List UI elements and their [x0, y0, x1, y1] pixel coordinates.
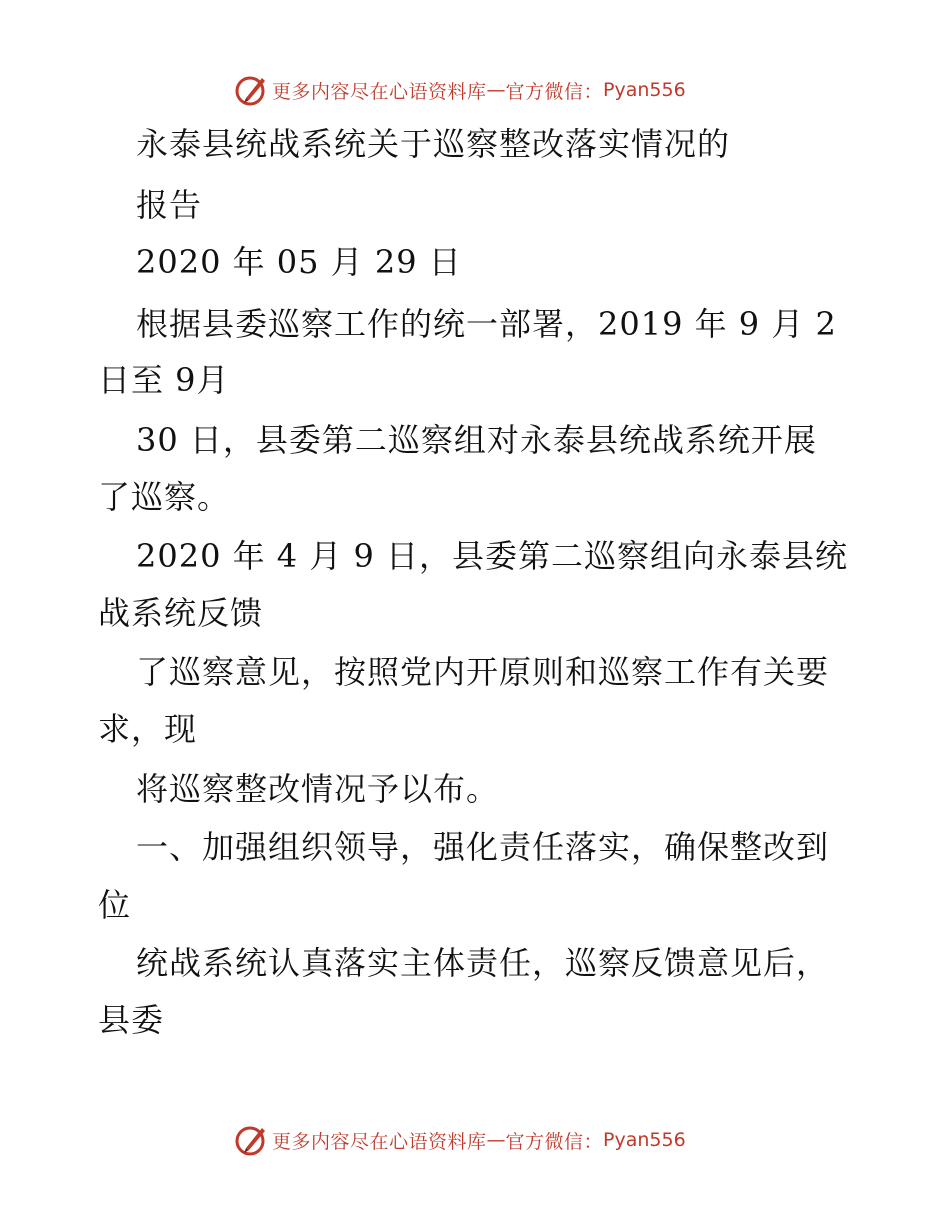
watermark-dash: —: [486, 79, 506, 101]
paragraph-line: 日至 9月: [98, 361, 230, 399]
paragraph-line: 根据县委巡察工作的统一部署，2019 年 9 月 2: [136, 305, 837, 343]
footer-watermark: [232, 1120, 686, 1160]
paragraph-line: 求，现: [98, 710, 198, 748]
watermark-label: 官方微信：: [505, 1130, 604, 1153]
quill-pen-icon: [232, 72, 268, 108]
document-title-line-1: 永泰县统战系统关于巡察整改落实情况的: [136, 125, 731, 163]
paragraph-line: 统战系统认真落实主体责任，巡察反馈意见后，: [136, 944, 830, 982]
watermark-text: 更多内容尽在心语资料库: [272, 80, 487, 103]
watermark-handle: Pyan556: [603, 79, 686, 101]
section-heading-line-2: 位: [98, 886, 132, 924]
section-heading-line-1: 一、加强组织领导，强化责任落实，确保整改到: [136, 828, 830, 866]
header-watermark: [232, 70, 686, 110]
paragraph-line: 了巡察意见，按照党内开原则和巡察工作有关要: [136, 653, 830, 691]
quill-pen-icon: [232, 1122, 268, 1158]
paragraph-line: 了巡察。: [98, 478, 231, 516]
paragraph-line: 县委: [98, 1001, 165, 1039]
document-title-line-2: 报告: [136, 186, 203, 224]
watermark-label: 官方微信：: [505, 80, 604, 103]
watermark-text: 更多内容尽在心语资料库: [272, 1130, 487, 1153]
watermark-dash: —: [486, 1129, 506, 1151]
paragraph-line: 2020 年 4 月 9 日，县委第二巡察组向永泰县统: [136, 537, 849, 575]
paragraph-line: 将巡察整改情况予以布。: [136, 770, 500, 808]
paragraph-line: 战系统反馈: [98, 594, 264, 632]
watermark-handle: Pyan556: [603, 1129, 686, 1151]
document-date: 2020 年 05 月 29 日: [136, 243, 462, 281]
paragraph-line: 30 日，县委第二巡察组对永泰县统战系统开展: [136, 421, 817, 459]
